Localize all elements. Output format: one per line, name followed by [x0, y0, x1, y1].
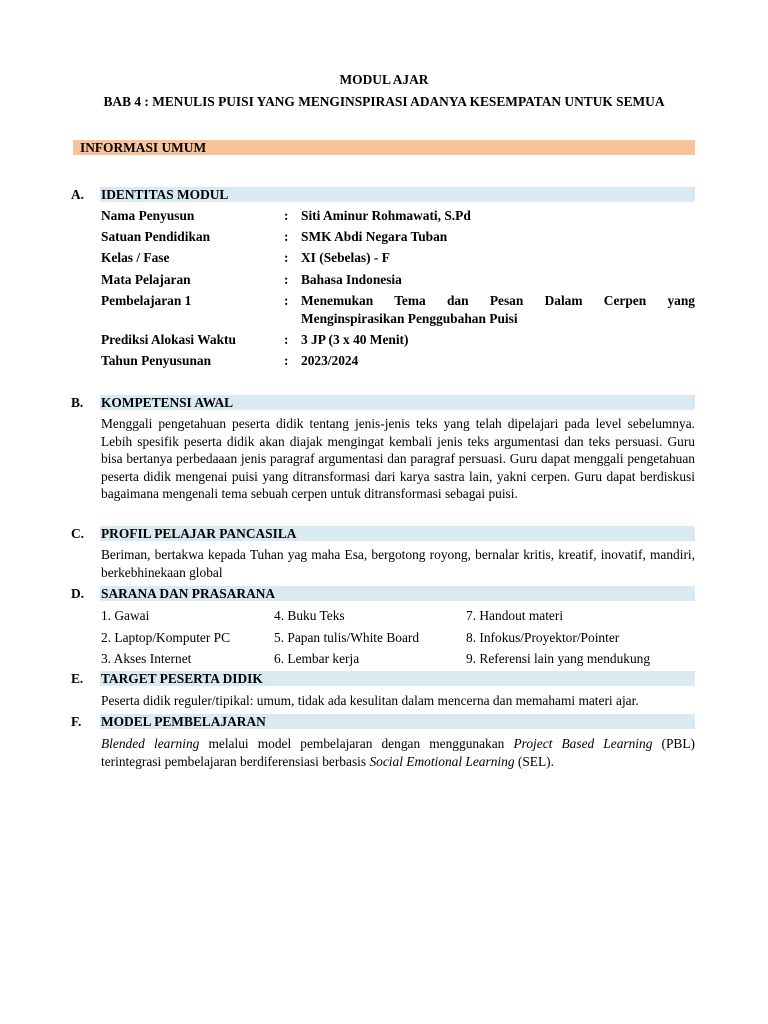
- model-term: Blended learning: [101, 736, 200, 751]
- section-c-title: PROFIL PELAJAR PANCASILA: [101, 526, 297, 541]
- identity-label: Mata Pelajaran: [101, 272, 191, 287]
- identity-label: Pembelajaran 1: [101, 293, 192, 308]
- document-title: MODUL AJAR: [339, 72, 429, 87]
- section-d-letter: D.: [71, 586, 85, 601]
- sarana-item: 8. Infokus/Proyektor/Pointer: [466, 630, 620, 645]
- section-e-title: TARGET PESERTA DIDIK: [101, 671, 263, 686]
- sarana-item: 2. Laptop/Komputer PC: [101, 630, 231, 645]
- identity-value: Bahasa Indonesia: [301, 272, 402, 287]
- identity-colon: :: [284, 229, 289, 244]
- identity-value: XI (Sebelas) - F: [301, 250, 390, 265]
- identity-label: Kelas / Fase: [101, 250, 170, 265]
- identity-label: Tahun Penyusunan: [101, 353, 212, 368]
- section-a-bar: [100, 187, 695, 202]
- identity-value: SMK Abdi Negara Tuban: [301, 229, 448, 244]
- kompetensi-awal-text: Menggali pengetahuan peserta didik tentang jenis-jenis teks yang telah dipelajari pada level sebelumnya. Lebih spesifik peserta didik akan diajak mengingat kembali jenis teks argumentasi dan teks persuasi. Guru bisa bertanya perbedaaan jenis paragraf argumentasi dan paragraf persuasi. Guru dapat menggali pengetahuan peserta didik mengenai puisi yang ditransformasi dari karya sastra lain, yakni cerpen. Guru dapat berdiskusi bagaimana mengenali tema sebuah cerpen untuk ditransformasi sebagai puisi.: [101, 416, 695, 502]
- section-b-letter: B.: [71, 395, 84, 410]
- sarana-item: 6. Lembar kerja: [274, 651, 360, 666]
- section-d-bar: [100, 586, 695, 601]
- identity-value: Siti Aminur Rohmawati, S.Pd: [301, 208, 471, 223]
- identity-label: Nama Penyusun: [101, 208, 195, 223]
- sarana-item: 3. Akses Internet: [101, 651, 192, 666]
- profil-pelajar-text: Beriman, bertakwa kepada Tuhan yag maha Esa, bergotong royong, bernalar kritis, kreatif, inovatif, mandiri, berkebhinekaan global: [101, 547, 695, 580]
- identity-colon: :: [284, 250, 289, 265]
- info-umum-heading: [73, 140, 695, 155]
- identity-value: 2023/2024: [301, 353, 359, 368]
- target-peserta-text: Peserta didik reguler/tipikal: umum, tidak ada kesulitan dalam mencerna dan memahami materi ajar.: [101, 693, 639, 708]
- section-f-title: MODEL PEMBELAJARAN: [101, 714, 266, 729]
- identity-value: 3 JP (3 x 40 Menit): [301, 332, 409, 347]
- identity-colon: :: [284, 353, 289, 368]
- section-f-letter: F.: [71, 714, 82, 729]
- section-c-bar: [100, 526, 695, 541]
- model-term: Social Emotional Learning: [369, 753, 515, 769]
- sarana-item: 9. Referensi lain yang mendukung: [466, 651, 651, 666]
- section-d-heading: [73, 586, 695, 601]
- identity-colon: :: [284, 208, 289, 223]
- section-b-bar: [100, 395, 695, 410]
- sarana-item: 7. Handout materi: [466, 608, 564, 623]
- section-f-bar: [100, 714, 695, 729]
- model-text: (PBL) terintegrasi pembelajaran berdiferensiasi berbasis: [101, 736, 695, 769]
- section-e-letter: E.: [71, 671, 84, 686]
- document-subtitle: BAB 4 : MENULIS PUISI YANG MENGINSPIRASI ADANYA KESEMPATAN UNTUK SEMUA: [103, 94, 665, 109]
- section-a-title: IDENTITAS MODUL: [101, 187, 229, 202]
- info-umum-label: INFORMASI UMUM: [80, 140, 207, 155]
- identity-value: Menemukan Tema dan Pesan Dalam Cerpen yang: [301, 293, 695, 308]
- section-d-title: SARANA DAN PRASARANA: [101, 586, 276, 601]
- sarana-item: 1. Gawai: [101, 608, 150, 623]
- section-c-heading: [73, 526, 695, 541]
- section-c-letter: C.: [71, 526, 85, 541]
- identity-colon: :: [284, 293, 289, 308]
- identity-colon: :: [284, 332, 289, 347]
- model-pembelajaran-text: [101, 735, 695, 770]
- identity-label: Satuan Pendidikan: [101, 229, 211, 244]
- section-b-title: KOMPETENSI AWAL: [101, 395, 234, 410]
- section-f-heading: [73, 714, 695, 729]
- section-e-bar: [100, 671, 695, 686]
- identity-colon: :: [284, 272, 289, 287]
- identity-value-line2: Menginspirasikan Penggubahan Puisi: [301, 311, 518, 326]
- sarana-item: 4. Buku Teks: [274, 608, 345, 623]
- model-term: Project Based Learning: [513, 736, 653, 751]
- model-text: (SEL).: [514, 753, 554, 769]
- identity-label: Prediksi Alokasi Waktu: [101, 332, 236, 347]
- section-b-heading: [73, 395, 695, 410]
- sarana-item: 5. Papan tulis/White Board: [274, 630, 420, 645]
- section-a-heading: [73, 187, 695, 202]
- section-e-heading: [73, 671, 695, 686]
- model-text: melalui model pembelajaran dengan menggunakan: [199, 736, 514, 751]
- section-a-letter: A.: [71, 187, 85, 202]
